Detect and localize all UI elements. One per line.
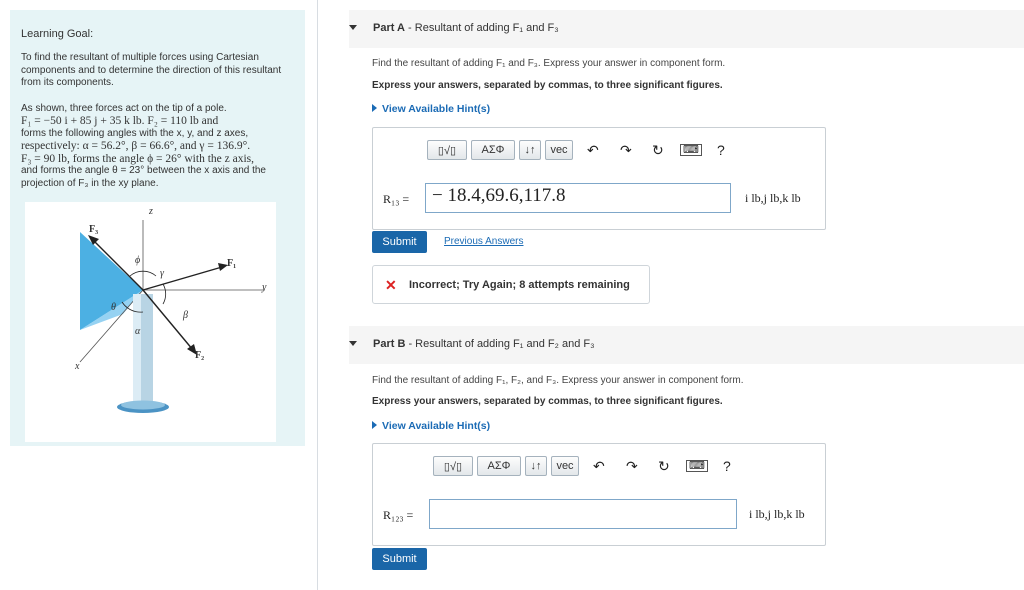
part-a-feedback	[372, 265, 650, 304]
part-a-units: i lb,j lb,k lb	[745, 191, 801, 205]
incorrect-x-icon: ✕	[385, 277, 397, 293]
collapse-caret-icon[interactable]	[349, 25, 357, 30]
problem-line-4: respectively: α = 56.2°, β = 66.6°, and γ = 136.9°.	[21, 140, 251, 152]
redo-icon[interactable]: ↷	[626, 458, 638, 474]
redo-icon[interactable]: ↷	[620, 142, 632, 158]
problem-line-6: and forms the angle θ = 23° between the x axis and the	[21, 165, 266, 176]
help-button[interactable]: ?	[717, 142, 725, 158]
label-z: z	[149, 206, 153, 217]
part-b-format: Express your answers, separated by commas, to three significant figures.	[372, 396, 723, 407]
part-b-instruction: Find the resultant of adding F₁, F₂, and F₃. Express your answer in component form.	[372, 375, 744, 386]
learning-goal-panel	[10, 10, 305, 446]
part-b-submit-button[interactable]: Submit	[372, 548, 427, 570]
part-b-label: R₁₂₃ =	[383, 508, 414, 522]
keyboard-icon[interactable]: ⌨	[686, 460, 708, 472]
part-a-header[interactable]	[349, 10, 1024, 48]
templates-button[interactable]: ▯√▯	[433, 456, 473, 476]
undo-icon[interactable]: ↶	[587, 142, 599, 158]
part-a-instruction: Find the resultant of adding F₁ and F₃. Express your answer in component form.	[372, 58, 726, 69]
part-a-toolbar	[427, 140, 727, 170]
column-divider	[317, 0, 318, 590]
part-b-header[interactable]	[349, 326, 1024, 364]
sort-button[interactable]: ↓↑	[519, 140, 541, 160]
label-x: x	[75, 361, 80, 372]
part-a-label: R₁₃ =	[383, 192, 410, 206]
part-b-prefix: Part B	[373, 338, 406, 350]
part-b-answer-input[interactable]	[429, 499, 737, 529]
part-a-submit-button[interactable]: Submit	[372, 231, 427, 253]
part-a-format: Express your answers, separated by commas, to three significant figures.	[372, 80, 723, 91]
part-b-units: i lb,j lb,k lb	[749, 507, 805, 521]
vector-button[interactable]: vec	[545, 140, 573, 160]
pole-force-diagram	[25, 202, 276, 442]
part-a-answer-input[interactable]: − 18.4,69.6,117.8	[425, 183, 731, 213]
part-a-answer-box	[372, 127, 826, 230]
label-gamma: γ	[160, 268, 164, 279]
expand-triangle-icon	[372, 421, 377, 429]
label-f2: F₂	[195, 350, 205, 361]
label-beta: β	[183, 310, 188, 321]
expand-triangle-icon	[372, 104, 377, 112]
collapse-caret-icon[interactable]	[349, 341, 357, 346]
problem-line-f1: F₁ = −50 i + 85 j + 35 k lb. F₂ = 110 lb and	[21, 115, 219, 127]
sort-button[interactable]: ↓↑	[525, 456, 547, 476]
label-phi: ϕ	[135, 255, 141, 266]
learning-goal-intro: To find the resultant of multiple forces using Cartesian components and to determine the direction of this resultant from its components.	[21, 52, 282, 88]
label-f3: F₃	[89, 224, 99, 235]
part-a-prefix: Part A	[373, 22, 405, 34]
part-b-hint-link[interactable]: View Available Hint(s)	[372, 420, 490, 432]
part-b-title: - Resultant of adding F₁ and F₂ and F₃	[405, 338, 595, 350]
problem-line-5: F₃ = 90 lb, forms the angle ϕ = 26° with the z axis,	[21, 152, 255, 165]
label-f1: F₁	[227, 258, 237, 269]
part-a-title: - Resultant of adding F₁ and F₃	[405, 22, 559, 34]
help-button[interactable]: ?	[723, 458, 731, 474]
part-b-toolbar	[433, 456, 733, 486]
part-b-answer-box	[372, 443, 826, 546]
problem-line-1: As shown, three forces act on the tip of a pole.	[21, 102, 227, 114]
label-y: y	[262, 282, 267, 293]
undo-icon[interactable]: ↶	[593, 458, 605, 474]
templates-button[interactable]: ▯√▯	[427, 140, 467, 160]
label-alpha: α	[135, 326, 141, 337]
keyboard-icon[interactable]: ⌨	[680, 144, 702, 156]
part-a-hint-link[interactable]: View Available Hint(s)	[372, 103, 490, 115]
learning-goal-heading: Learning Goal:	[21, 28, 94, 40]
problem-line-3: forms the following angles with the x, y, and z axes,	[21, 127, 249, 139]
reset-icon[interactable]: ↻	[658, 458, 670, 474]
vector-button[interactable]: vec	[551, 456, 579, 476]
reset-icon[interactable]: ↻	[652, 142, 664, 158]
label-theta: θ	[111, 302, 116, 313]
greek-symbols-button[interactable]: ΑΣΦ	[477, 456, 521, 476]
feedback-message: Incorrect; Try Again; 8 attempts remaining	[409, 279, 630, 291]
greek-symbols-button[interactable]: ΑΣΦ	[471, 140, 515, 160]
problem-line-7: projection of F₃ in the xy plane.	[21, 177, 159, 189]
previous-answers-link[interactable]: Previous Answers	[444, 236, 524, 247]
